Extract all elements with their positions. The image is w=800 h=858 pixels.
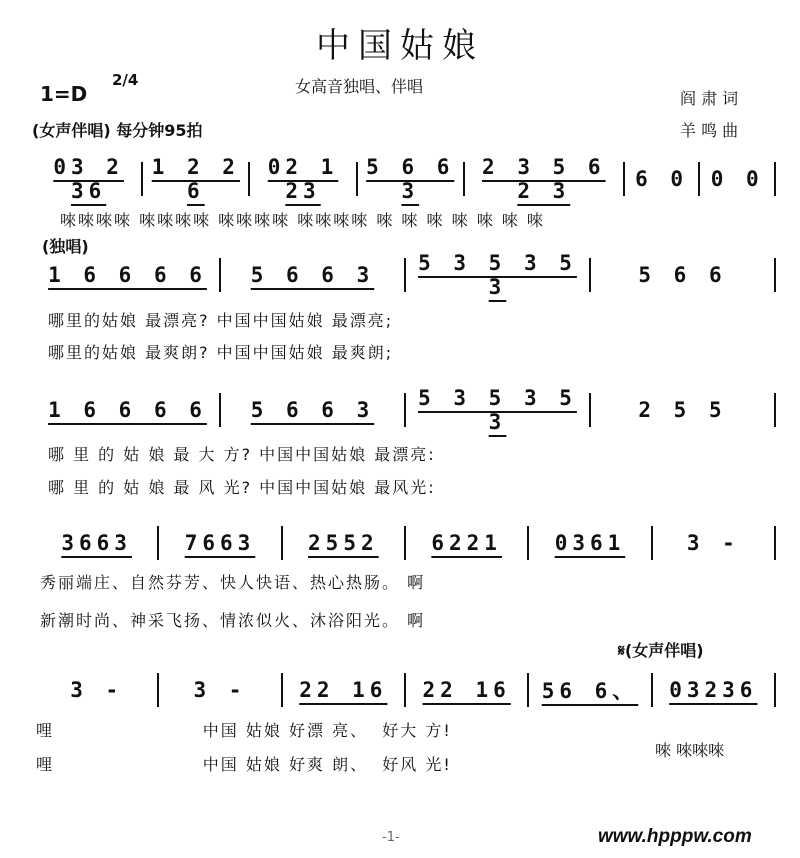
measure: 1 2 2 6 xyxy=(151,155,240,203)
subtitle: 女高音独唱、伴唱 xyxy=(295,77,424,96)
measure: 0361 xyxy=(554,531,626,555)
measure: 6221 xyxy=(431,531,502,555)
measure: 3 - xyxy=(193,678,247,702)
measure: 3 - xyxy=(686,531,740,555)
composer: 羊 鸣 曲 xyxy=(680,121,739,140)
page-number: -1- xyxy=(382,830,400,845)
solo-label: (独唱) xyxy=(42,237,89,256)
lyric-line: 哪里的姑娘 最漂亮? 中国中国姑娘 最漂亮; xyxy=(48,311,394,330)
measure: 56 6、 xyxy=(541,679,639,703)
measure: 3 - xyxy=(70,678,124,702)
measure: 6 0 xyxy=(635,167,688,191)
lyric-line: 秀丽端庄、自然芬芳、快人快语、热心热肠。 啊 xyxy=(40,573,426,592)
score-row-1 xyxy=(36,155,776,203)
measure: 03 2 36 xyxy=(53,155,124,203)
lyric-line: 哪 里 的 姑 娘 最 大 方? 中国中国姑娘 最漂亮: xyxy=(48,445,436,464)
score-row-2 xyxy=(36,251,776,299)
lyric-line: 哪 里 的 姑 娘 最 风 光? 中国中国姑娘 最风光: xyxy=(48,478,436,497)
watermark: www.hpppw.com xyxy=(598,826,752,847)
measure: 5 6 6 3 xyxy=(250,263,375,287)
tempo-marking: (女声伴唱) 每分钟95拍 xyxy=(32,121,203,140)
measure: 5 3 5 3 5 3 xyxy=(418,386,577,434)
measure: 22 16 xyxy=(299,678,388,702)
barline xyxy=(774,162,776,196)
measure: 3663 xyxy=(61,531,132,555)
score-row-4 xyxy=(36,526,776,560)
song-title: 中国姑娘 xyxy=(316,26,484,66)
measure: 1 6 6 6 6 xyxy=(48,398,207,422)
lyric-line: 唻唻唻唻 唻唻唻唻 唻唻唻唻 唻唻唻唻 唻 唻 唻 唻 唻 唻 唻 xyxy=(60,211,545,230)
barline xyxy=(774,673,776,707)
barline xyxy=(774,393,776,427)
lyric-line: 哪里的姑娘 最爽朗? 中国中国姑娘 最爽朗; xyxy=(48,343,394,362)
measure: 0 0 xyxy=(710,167,764,191)
measure: 5 6 6 3 xyxy=(250,398,375,422)
measure: 5 6 6 xyxy=(638,263,727,287)
lyricist: 阎 肃 词 xyxy=(680,89,739,108)
time-signature: 2/4 xyxy=(112,71,139,89)
measure: 22 16 xyxy=(422,678,511,702)
score-row-3 xyxy=(36,386,776,434)
measure: 03236 xyxy=(669,678,758,702)
lyric-line: 新潮时尚、神采飞扬、情浓似火、沐浴阳光。 啊 xyxy=(40,611,426,630)
measure: 2552 xyxy=(308,531,379,555)
measure: 5 3 5 3 5 3 xyxy=(418,251,577,299)
barline xyxy=(774,526,776,560)
lyric-line: 哩 中国 姑娘 好漂 亮、 好大 方! xyxy=(36,721,452,740)
lyric-tail: 唻 唻唻唻 xyxy=(655,741,725,760)
lyric-line: 哩 中国 姑娘 好爽 朗、 好风 光! xyxy=(36,755,452,774)
measure: 7663 xyxy=(184,531,256,555)
measure: 2 3 5 6 2 3 xyxy=(482,155,606,203)
measure: 2 5 5 xyxy=(638,398,727,422)
score-row-5 xyxy=(36,673,776,707)
measure: 1 6 6 6 6 xyxy=(48,263,207,287)
barline xyxy=(774,258,776,292)
key-signature: 1=D xyxy=(40,82,88,106)
measure: 5 6 6 3 xyxy=(366,155,455,203)
segno-label: 𝄋(女声伴唱) xyxy=(618,641,704,660)
measure: 02 1 23 xyxy=(267,155,339,203)
